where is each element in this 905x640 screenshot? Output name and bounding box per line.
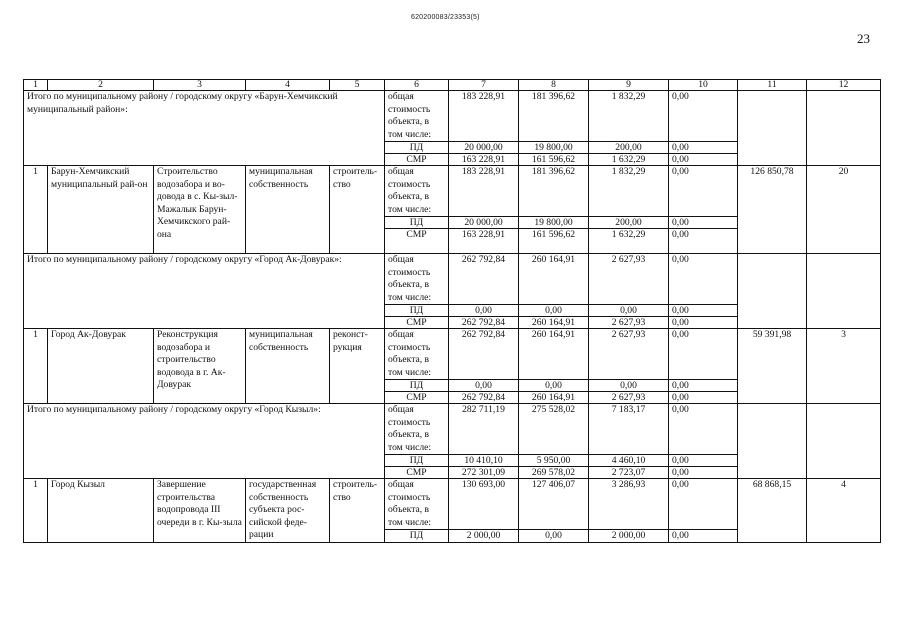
row-number: 1 [24,479,48,543]
table-row [24,329,881,380]
cell-value: 130 693,00 [449,479,519,530]
cell-value: 0,00 [519,305,589,317]
smr-label: СМР [385,392,449,404]
cell-value: 260 164,91 [519,392,589,404]
cell-value: 181 396,62 [519,91,589,142]
header-cell: 5 [330,80,385,91]
cell-value: 1 632,29 [589,154,669,166]
cell-value: 0,00 [669,217,738,229]
header-row [24,80,881,91]
cell-value: 260 164,91 [519,317,589,329]
cell-value: 0,00 [669,392,738,404]
page-number: 23 [857,31,870,46]
cell-value: 260 164,91 [519,254,589,305]
smr-label: СМР [385,317,449,329]
cell-value: 200,00 [589,217,669,229]
cell-value: 183 228,91 [449,166,519,217]
work-type-cell: строитель-ство [330,166,385,254]
col12-value: 20 [807,166,881,254]
cell-value: 0,00 [669,329,738,380]
cell-value: 0,00 [669,166,738,217]
total-cost-label: общая стоимость объекта, в том числе: [385,479,449,530]
smr-label: СМР [385,229,449,254]
header-cell: 9 [589,80,669,91]
ownership-cell: муниципальная собственность [246,166,330,254]
total-cost-label: общая стоимость объекта, в том числе: [385,91,449,142]
cell-value: 272 301,09 [449,467,519,479]
cell-value: 19 800,00 [519,142,589,154]
municipality-cell: Город Ак-Довурак [48,329,154,404]
cell-empty [738,91,807,166]
table-row [24,404,881,455]
cell-value: 0,00 [519,530,589,542]
cell-value: 183 228,91 [449,91,519,142]
cell-value: 269 578,02 [519,467,589,479]
total-title: Итого по муниципальному району / городскому округу «Барун-Хемчикский муниципальный район»: [24,91,385,166]
table-row [24,91,881,142]
cell-value: 163 228,91 [449,154,519,166]
header-cell: 8 [519,80,589,91]
cell-value: 0,00 [669,91,738,142]
cell-value: 163 228,91 [449,229,519,254]
cell-value: 19 800,00 [519,217,589,229]
cell-value: 0,00 [669,380,738,392]
cell-value: 260 164,91 [519,329,589,380]
total-title: Итого по муниципальному району / городскому округу «Город Ак-Довурак»: [24,254,385,329]
col11-value: 126 850,78 [738,166,807,254]
object-cell: Реконструкция водозабора и строительство водовода в г. Ак-Довурак [154,329,246,404]
col12-value: 3 [807,329,881,404]
cell-value: 0,00 [669,142,738,154]
cell-value: 0,00 [669,254,738,305]
cell-empty [807,254,881,329]
total-cost-label: общая стоимость объекта, в том числе: [385,166,449,217]
header-cell: 1 [24,80,48,91]
cell-value: 2 627,93 [589,392,669,404]
cell-value: 2 000,00 [449,530,519,542]
total-cost-label: общая стоимость объекта, в том числе: [385,404,449,455]
cell-value: 1 632,29 [589,229,669,254]
cell-value: 7 183,17 [589,404,669,455]
cell-value: 282 711,19 [449,404,519,455]
document-id: 620200083/23353(5) [411,14,480,21]
object-cell: Строительство водозабора и во-довода в с. Кы-зыл-Мажалык Барун-Хемчикского рай-она [154,166,246,254]
cell-value: 0,00 [669,455,738,467]
cell-value: 0,00 [449,380,519,392]
header-cell: 11 [738,80,807,91]
smr-label: СМР [385,154,449,166]
municipality-cell: Город Кызыл [48,479,154,543]
ownership-cell: государственная собственность субъекта рос-сийской феде-рации [246,479,330,543]
cell-empty [738,254,807,329]
work-type-cell: реконст-рукция [330,329,385,404]
cell-value: 0,00 [669,229,738,254]
cell-value: 127 406,07 [519,479,589,530]
smr-label: СМР [385,467,449,479]
cell-value: 0,00 [589,380,669,392]
header-cell: 10 [669,80,738,91]
cell-value: 0,00 [669,467,738,479]
cell-value: 4 460,10 [589,455,669,467]
cell-value: 262 792,84 [449,392,519,404]
header-cell: 12 [807,80,881,91]
cell-value: 0,00 [669,305,738,317]
cell-value: 0,00 [669,479,738,530]
cell-value: 0,00 [589,305,669,317]
col12-value: 4 [807,479,881,543]
cell-value: 1 832,29 [589,166,669,217]
cell-empty [738,404,807,479]
cell-value: 10 410,10 [449,455,519,467]
cell-value: 0,00 [669,154,738,166]
row-number: 1 [24,329,48,404]
cell-value: 2 627,93 [589,329,669,380]
pd-label: ПД [385,305,449,317]
pd-label: ПД [385,530,449,542]
cell-value: 0,00 [669,404,738,455]
row-number: 1 [24,166,48,254]
table-row [24,166,881,217]
total-title: Итого по муниципальному району / городскому округу «Город Кызыл»: [24,404,385,479]
cell-value: 2 627,93 [589,317,669,329]
cell-value: 2 723,07 [589,467,669,479]
cell-value: 3 286,93 [589,479,669,530]
col11-value: 68 868,15 [738,479,807,543]
cell-value: 0,00 [449,305,519,317]
cell-value: 2 000,00 [589,530,669,542]
cell-value: 0,00 [669,317,738,329]
cell-empty [807,404,881,479]
cell-value: 200,00 [589,142,669,154]
col11-value: 59 391,98 [738,329,807,404]
cell-empty [807,91,881,166]
cell-value: 262 792,84 [449,329,519,380]
table-row [24,254,881,305]
cell-value: 1 832,29 [589,91,669,142]
table-row [24,479,881,530]
cell-value: 275 528,02 [519,404,589,455]
ownership-cell: муниципальная собственность [246,329,330,404]
pd-label: ПД [385,217,449,229]
work-type-cell: строитель-ство [330,479,385,543]
budget-table [23,79,881,543]
cell-value: 181 396,62 [519,166,589,217]
header-cell: 3 [154,80,246,91]
cell-value: 161 596,62 [519,229,589,254]
header-cell: 7 [449,80,519,91]
cell-value: 5 950,00 [519,455,589,467]
total-cost-label: общая стоимость объекта, в том числе: [385,254,449,305]
cell-value: 161 596,62 [519,154,589,166]
cell-value: 0,00 [519,380,589,392]
pd-label: ПД [385,380,449,392]
total-cost-label: общая стоимость объекта, в том числе: [385,329,449,380]
pd-label: ПД [385,142,449,154]
cell-value: 20 000,00 [449,217,519,229]
pd-label: ПД [385,455,449,467]
cell-value: 262 792,84 [449,254,519,305]
cell-value: 20 000,00 [449,142,519,154]
cell-value: 2 627,93 [589,254,669,305]
header-cell: 6 [385,80,449,91]
municipality-cell: Барун-Хемчикский муниципальный рай-он [48,166,154,254]
object-cell: Завершение строительства водопровода III очереди в г. Кы-зыла [154,479,246,543]
cell-value: 262 792,84 [449,317,519,329]
cell-value: 0,00 [669,530,738,542]
header-cell: 2 [48,80,154,91]
header-cell: 4 [246,80,330,91]
